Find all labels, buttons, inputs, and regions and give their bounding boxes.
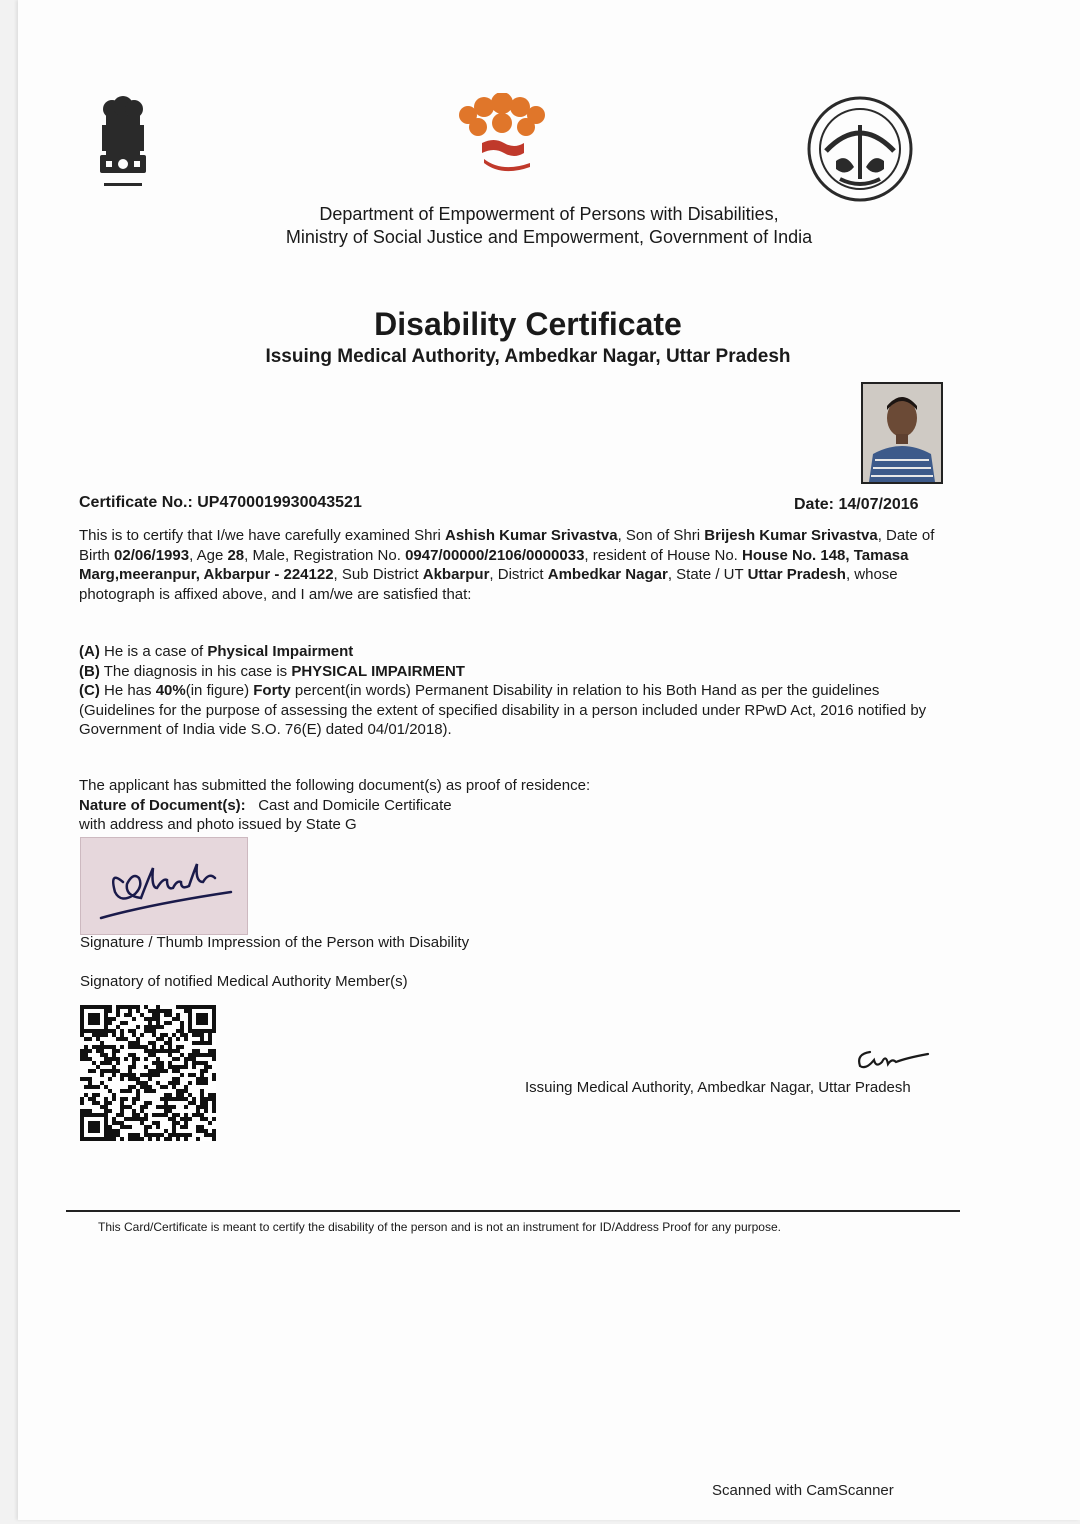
text: , State / UT bbox=[667, 566, 748, 583]
text: , Sub District bbox=[333, 566, 423, 583]
finding-b-label: (B) bbox=[79, 662, 100, 680]
certificate-number-label: Certificate No.: bbox=[79, 494, 193, 511]
applicant-signature bbox=[80, 837, 248, 935]
document-detail: with address and photo issued by State G bbox=[79, 816, 357, 833]
text: , Male, Registration No. bbox=[244, 546, 406, 564]
text: He is a case of bbox=[99, 643, 208, 660]
text: , Date of Birth bbox=[79, 527, 935, 564]
applicant-photo bbox=[861, 382, 943, 484]
finding-a-label: (A) bbox=[79, 643, 100, 660]
dept-line-2: Ministry of Social Justice and Empowerment, Government of India bbox=[285, 227, 813, 247]
district: Ambedkar Nagar bbox=[547, 566, 668, 583]
text: , whose photograph is affixed above, and I am/we are satisfied that: bbox=[79, 566, 898, 603]
registration-number: 0947/00000/2106/0000033 bbox=[405, 546, 585, 564]
authority-signature-icon bbox=[852, 1040, 932, 1074]
father-name: Brijesh Kumar Srivastva bbox=[704, 527, 878, 544]
finding-a bbox=[79, 642, 941, 662]
disclaimer: This Card/Certificate is meant to certify the disability of the person and is not an instrument for ID/Address Proof for any purpose. bbox=[98, 1220, 781, 1234]
handwritten-signature-icon bbox=[81, 838, 247, 934]
residence-proof-intro: The applicant has submitted the following document(s) as proof of residence: bbox=[79, 777, 591, 794]
findings-paragraph bbox=[79, 642, 941, 740]
sugamya-logo-icon bbox=[454, 93, 550, 175]
state: Uttar Pradesh bbox=[747, 566, 846, 583]
text: He has bbox=[99, 682, 156, 699]
certificate-page bbox=[18, 0, 1080, 1520]
date-of-birth: 02/06/1993 bbox=[114, 546, 190, 564]
dept-line-1: Department of Empowerment of Persons with Disabilities, bbox=[319, 204, 779, 224]
finding-c bbox=[79, 681, 941, 740]
sub-district: Akbarpur bbox=[422, 566, 490, 583]
text: , Age bbox=[189, 546, 228, 564]
certificate-date-value: 14/07/2016 bbox=[838, 496, 919, 513]
certification-paragraph bbox=[79, 526, 941, 604]
certificate-number bbox=[79, 494, 362, 512]
nature-of-document bbox=[79, 796, 941, 816]
nature-value: Cast and Domicile Certificate bbox=[258, 796, 452, 814]
diagnosis: PHYSICAL IMPAIRMENT bbox=[291, 662, 465, 680]
text: This is to certify that I/we have carefully examined Shri bbox=[79, 527, 445, 544]
impairment-type: Physical Impairment bbox=[207, 643, 354, 660]
disability-percent-words: Forty bbox=[253, 682, 291, 699]
text: , resident of House No. bbox=[584, 546, 743, 564]
footer-divider bbox=[66, 1210, 960, 1212]
india-emblem-icon bbox=[92, 95, 154, 195]
signatory-label: Signatory of notified Medical Authority Member(s) bbox=[80, 973, 408, 990]
certificate-date bbox=[794, 496, 919, 514]
nature-label: Nature of Document(s): bbox=[79, 796, 246, 814]
finding-c-label: (C) bbox=[79, 682, 100, 699]
certificate-date-label: Date: bbox=[794, 496, 835, 513]
camscanner-watermark: Scanned with CamScanner bbox=[712, 1482, 894, 1499]
address: House No. 148, Tamasa Marg,meeranpur, Akbarpur - 224122 bbox=[79, 546, 909, 583]
finding-b bbox=[79, 662, 941, 682]
disability-percent: 40% bbox=[155, 682, 186, 699]
page-subtitle: Issuing Medical Authority, Ambedkar Nagar, Uttar Pradesh bbox=[265, 346, 791, 367]
text: , Son of Shri bbox=[617, 527, 705, 544]
text: The diagnosis in his case is bbox=[99, 662, 292, 680]
applicant-name: Ashish Kumar Srivastva bbox=[444, 527, 618, 544]
certificate-number-value: UP4700019930043521 bbox=[197, 494, 362, 511]
qr-code-icon bbox=[80, 1005, 216, 1141]
text: , District bbox=[489, 566, 548, 583]
page-title: Disability Certificate bbox=[374, 306, 682, 342]
up-state-seal-icon bbox=[806, 95, 914, 203]
department-heading bbox=[18, 203, 1080, 249]
person-photo-icon bbox=[863, 384, 941, 482]
signature-label: Signature / Thumb Impression of the Person with Disability bbox=[80, 934, 470, 951]
residence-proof-paragraph bbox=[79, 776, 941, 835]
age: 28 bbox=[227, 546, 245, 564]
text: (in figure) bbox=[185, 682, 254, 699]
issuing-authority-label: Issuing Medical Authority, Ambedkar Nagar, Uttar Pradesh bbox=[525, 1079, 911, 1096]
text: percent(in words) Permanent Disability in relation to his Both Hand as per the guidelines (Guidelines for the purpose of assessing the extent of specified disability in a person included under RPwD Act, 2016 notified by Government of India vide S.O. 76(E) dated 04/01/2018). bbox=[79, 682, 927, 738]
